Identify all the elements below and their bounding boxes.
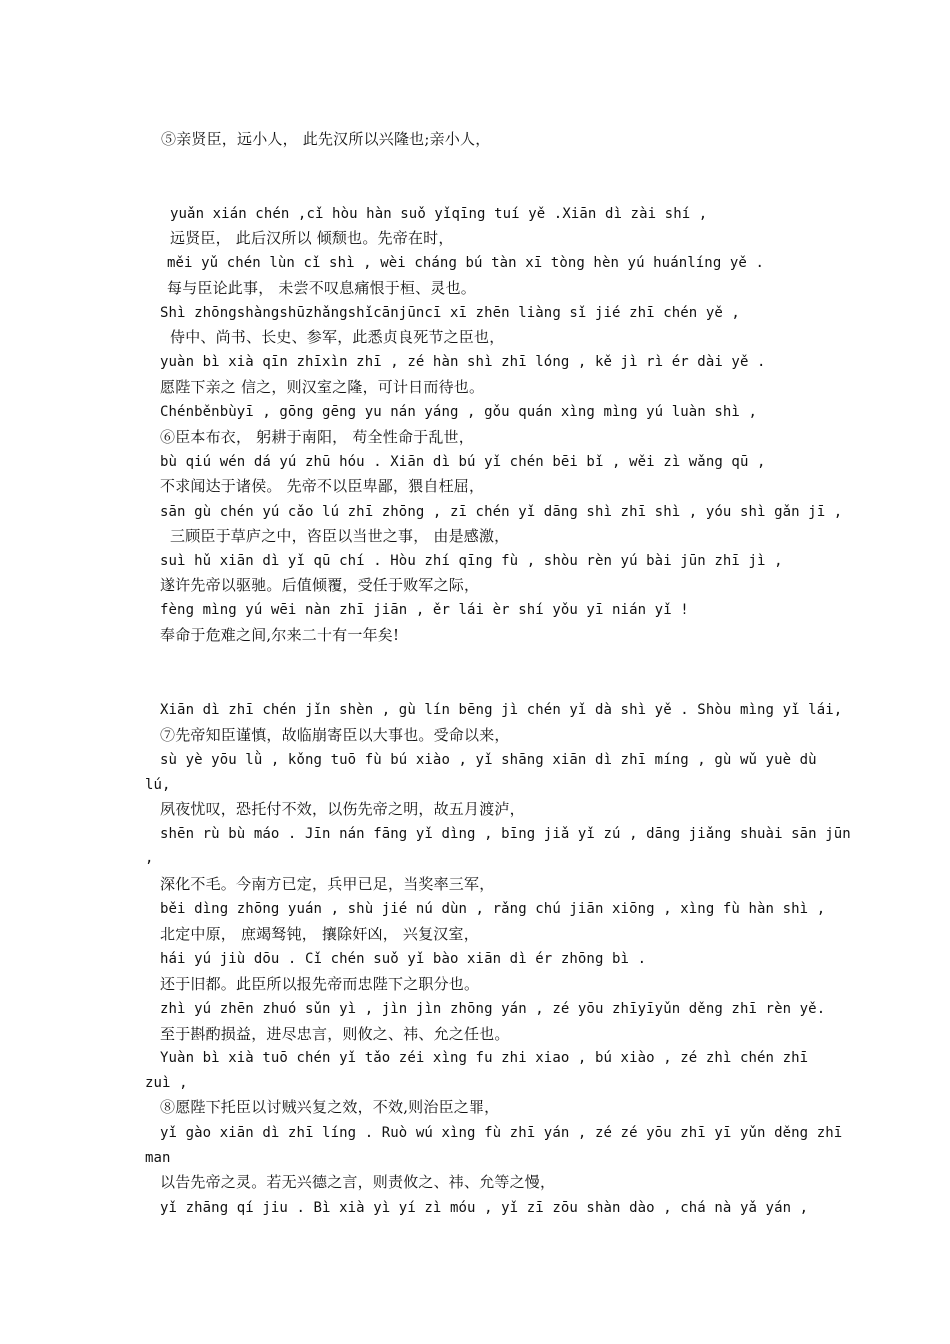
pinyin-line: ,: [145, 850, 154, 866]
text-line: 夙夜忧叹，恐托付不效，以伤先帝之明，故五月渡泸，: [160, 800, 525, 818]
pinyin-line: suì hǔ xiān dì yǐ qū chí . Hòu zhí qīng fù , shòu rèn yú bài jūn zhī jì ,: [160, 553, 783, 569]
pinyin-line: Yuàn bì xià tuō chén yǐ tǎo zéi xìng fu zhi xiao , bú xiào , zé zhì chén zhī: [160, 1050, 809, 1066]
text-line: 不求闻达于诸侯。 先帝不以臣卑鄙，猥自枉屈，: [160, 477, 485, 495]
text-line: 遂许先帝以驱驰。后值倾覆，受任于败军之际，: [160, 576, 480, 594]
text-line: ⑦先帝知臣谨慎，故临崩寄臣以大事也。受命以来，: [160, 726, 510, 744]
text-line: 每与臣论此事， 未尝不叹息痛恨于桓、灵也。: [167, 279, 476, 297]
pinyin-line: lú,: [145, 777, 171, 793]
pinyin-line: zuì ,: [145, 1075, 188, 1091]
pinyin-line: yǐ gào xiān dì zhī líng . Ruò wú xìng fù zhī yán , zé zé yōu zhī yī yǔn děng zhī: [160, 1125, 843, 1141]
text-line: 北定中原， 庶竭驽钝， 攘除奸凶， 兴复汉室，: [160, 925, 479, 943]
pinyin-line: man: [145, 1150, 171, 1166]
text-line: 奉命于危难之间,尔来二十有一年矣!: [160, 626, 400, 644]
pinyin-line: fèng mìng yú wēi nàn zhī jiān , ěr lái èr shí yǒu yī nián yǐ !: [160, 602, 689, 618]
text-line: 至于斟酌损益，进尽忠言，则攸之、祎、允之任也。: [160, 1025, 510, 1043]
pinyin-line: Chénběnbùyī , gōng gēng yu nán yáng , gǒu quán xìng mìng yú luàn shì ,: [160, 404, 758, 420]
pinyin-line: hái yú jiù dōu . Cǐ chén suǒ yǐ bào xiān dì ér zhōng bì .: [160, 951, 647, 967]
pinyin-line: yǐ zhāng qí jiu . Bì xià yì yí zì móu , yǐ zī zōu shàn dào , chá nà yǎ yán ,: [160, 1200, 809, 1216]
pinyin-line: Shì zhōngshàngshūzhǎngshǐcānjūncī xī zhēn liàng sǐ jié zhī chén yě ,: [160, 305, 740, 321]
text-line: 三顾臣于草庐之中，咨臣以当世之事， 由是感激，: [170, 527, 510, 545]
pinyin-line: sān gù chén yú cǎo lú zhī zhōng , zī chén yǐ dāng shì zhī shì , yóu shì gǎn jī ,: [160, 504, 843, 520]
pinyin-line: zhì yú zhēn zhuó sǔn yì , jìn jìn zhōng yán , zé yōu zhīyīyǔn děng zhī rèn yě.: [160, 1001, 826, 1017]
text-line: 愿陛下亲之 信之，则汉室之隆，可计日而待也。: [160, 378, 485, 396]
pinyin-line: Xiān dì zhī chén jǐn shèn , gù lín bēng jì chén yǐ dà shì yě . Shòu mìng yǐ lái,: [160, 702, 843, 718]
text-line: 侍中、尚书、长史、参军，此悉贞良死节之臣也，: [170, 328, 505, 346]
pinyin-line: běi dìng zhōng yuán , shù jié nú dùn , rǎng chú jiān xiōng , xìng fù hàn shì ,: [160, 901, 826, 917]
pinyin-line: měi yǔ chén lùn cǐ shì , wèi cháng bú tàn xī tòng hèn yú huánlíng yě .: [167, 255, 765, 271]
text-line: 还于旧都。此臣所以报先帝而忠陛下之职分也。: [160, 975, 480, 993]
text-line: 深化不毛。今南方已定，兵甲已足，当奖率三军，: [160, 875, 495, 893]
text-line: ⑤亲贤臣，远小人， 此先汉所以兴隆也;亲小人，: [161, 130, 491, 148]
text-line: 远贤臣， 此后汉所以 倾颓也。先帝在时，: [170, 229, 454, 247]
pinyin-line: yuǎn xián chén ,cǐ hòu hàn suǒ yǐqīng tuí yě .Xiān dì zài shí ,: [170, 206, 708, 222]
text-line: ⑥臣本布衣， 躬耕于南阳， 苟全性命于乱世，: [160, 428, 474, 446]
pinyin-line: yuàn bì xià qīn zhīxìn zhī , zé hàn shì zhī lóng , kě jì rì ér dài yě .: [160, 354, 766, 370]
pinyin-line: sù yè yōu lǜ , kǒng tuō fù bú xiào , yǐ shāng xiān dì zhī míng , gù wǔ yuè dù: [160, 752, 817, 768]
text-line: ⑧愿陛下托臣以讨贼兴复之效，不效,则治臣之罪，: [160, 1098, 500, 1116]
pinyin-line: shēn rù bù máo . Jīn nán fāng yǐ dìng , bīng jiǎ yǐ zú , dāng jiǎng shuài sān jūn: [160, 826, 851, 842]
text-line: 以告先帝之灵。若无兴德之言，则责攸之、祎、允等之慢，: [160, 1173, 556, 1191]
pinyin-line: bù qiú wén dá yú zhū hóu . Xiān dì bú yǐ chén bēi bǐ , wěi zì wǎng qū ,: [160, 454, 766, 470]
